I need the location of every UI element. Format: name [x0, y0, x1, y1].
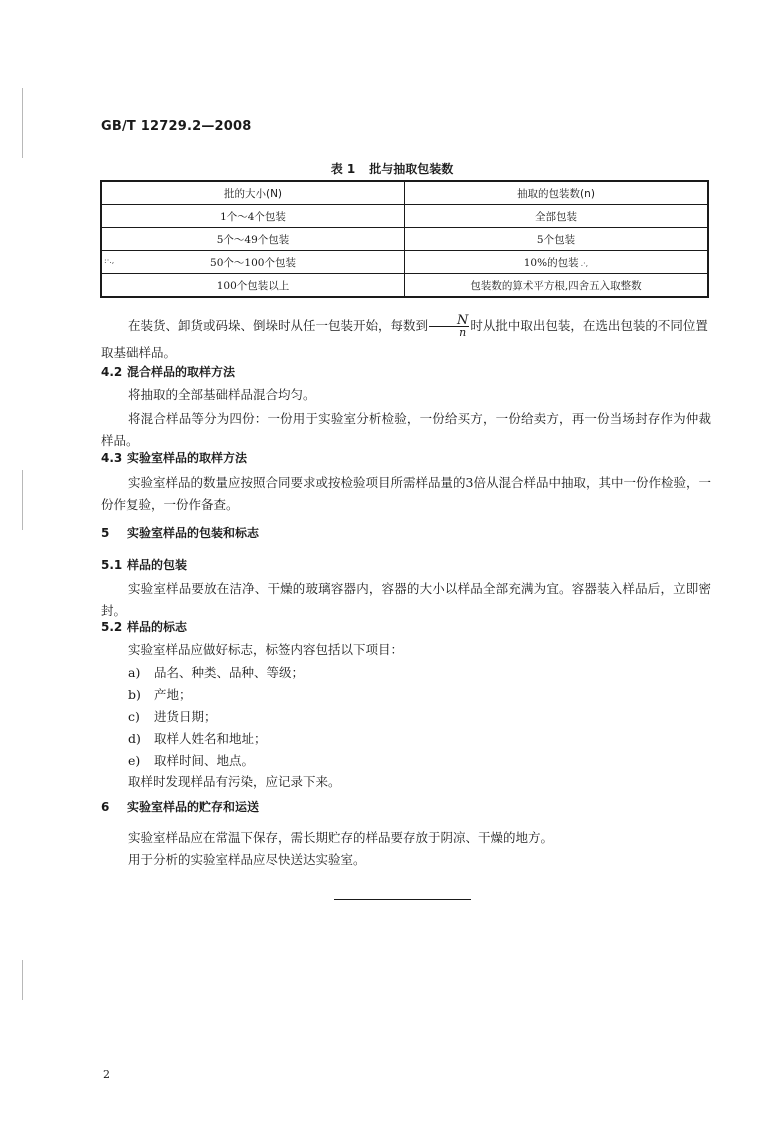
section-title: 混合样品的取样方法 [127, 365, 236, 379]
table-cell: 5个～49个包装 [101, 228, 405, 251]
list-text: 取样时间、地点。 [154, 753, 255, 768]
paragraph: 实验室样品的数量应按照合同要求或按检验项目所需样品量的3倍从混合样品中抽取，其中一份作检验，一份作复验，一份作备查。 [101, 475, 711, 512]
section-title: 实验室样品的取样方法 [127, 451, 248, 465]
list-marker: a) [128, 665, 141, 680]
section-heading-6 [101, 799, 711, 816]
section-number: 5 [101, 526, 110, 540]
paragraph: 实验室样品应在常温下保存，需长期贮存的样品要存放于阴凉、干燥的地方。 [128, 830, 554, 845]
scan-edge-mark [22, 88, 23, 158]
list-item [128, 707, 217, 725]
paragraph: 将混合样品等分为四份：一份用于实验室分析检验，一份给买方，一份给卖方，再一份当场封存作为仲裁样品。 [101, 411, 711, 448]
list-text: 取样人姓名和地址； [154, 731, 267, 746]
list-text: 品名、种类、品种、等级； [154, 665, 305, 680]
fraction-denominator: n [459, 326, 467, 339]
table-row [101, 251, 708, 274]
section-number: 4.2 [101, 365, 123, 379]
scan-artifact: :·., [104, 256, 115, 265]
table-cell: 1个～4个包装 [101, 205, 405, 228]
section-number: 5.1 [101, 558, 123, 572]
table-cell: 5个包装 [405, 228, 709, 251]
list-marker: d) [128, 731, 141, 746]
cell-text: 10%的包装 [523, 256, 579, 269]
section-title: 实验室样品的贮存和运送 [127, 800, 260, 814]
list-item [128, 663, 304, 681]
paragraph-continuation: 取基础样品。 [101, 345, 177, 360]
paragraph: 实验室样品要放在洁净、干燥的玻璃容器内，容器的大小以样品全部充满为宜。容器装入样品后，立即密封。 [101, 581, 711, 618]
section-heading-5-2 [101, 619, 711, 636]
table-cell: 全部包装 [405, 205, 709, 228]
paragraph: 实验室样品应做好标志，标签内容包括以下项目： [128, 642, 404, 657]
list-item [128, 751, 254, 769]
fraction-n-over-n [429, 315, 469, 338]
scan-artifact: .·, [580, 258, 589, 268]
list-marker: c) [128, 709, 140, 724]
table-cell [101, 251, 405, 274]
page-number: 2 [103, 1068, 110, 1081]
table-cell: 100个包装以上 [101, 274, 405, 298]
table-number: 表 1 [330, 162, 356, 176]
table-title: 批与抽取包装数 [369, 162, 454, 176]
list-marker: e) [128, 753, 141, 768]
column-header: 抽取的包装数(n) [405, 181, 709, 205]
table-cell [405, 251, 709, 274]
section-heading-5-1 [101, 557, 711, 574]
list-text: 产地； [154, 687, 192, 702]
paragraph-text: 时从批中取出包装，在选出包装的不同位置 [470, 318, 708, 333]
scan-edge-mark [22, 960, 23, 1000]
section-heading-5 [101, 525, 711, 542]
section-number: 6 [101, 800, 110, 814]
section-number: 4.3 [101, 451, 123, 465]
section-title: 实验室样品的包装和标志 [127, 526, 260, 540]
section-title: 样品的标志 [127, 620, 188, 634]
column-header: 批的大小(N) [101, 181, 405, 205]
paragraph: 取样时发现样品有污染，应记录下来。 [128, 774, 341, 789]
table-caption [0, 160, 784, 177]
section-title: 样品的包装 [127, 558, 188, 572]
paragraph: 用于分析的实验室样品应尽快送达实验室。 [128, 852, 366, 867]
lot-sampling-table [100, 180, 709, 298]
table-row [101, 274, 708, 298]
list-item [128, 685, 192, 703]
list-text: 进货日期； [154, 709, 217, 724]
standard-code: GB/T 12729.2—2008 [101, 119, 252, 134]
list-item [128, 729, 267, 747]
list-marker: b) [128, 687, 141, 702]
section-number: 5.2 [101, 620, 123, 634]
section-heading-4-2 [101, 364, 711, 381]
fraction-numerator: N [429, 315, 469, 327]
table-row [101, 228, 708, 251]
table-header-row [101, 181, 708, 205]
section-heading-4-3 [101, 450, 711, 467]
paragraph-text: 在装货、卸货或码垛、倒垛时从任一包装开始，每数到 [128, 318, 429, 333]
table-row [101, 205, 708, 228]
table-cell: 包装数的算术平方根,四舍五入取整数 [405, 274, 709, 298]
sampling-interval-paragraph [101, 315, 711, 338]
scan-edge-mark [22, 470, 23, 530]
cell-text: 50个～100个包装 [210, 256, 296, 269]
end-of-document-rule [334, 899, 471, 900]
paragraph: 将抽取的全部基础样品混合均匀。 [128, 387, 316, 402]
